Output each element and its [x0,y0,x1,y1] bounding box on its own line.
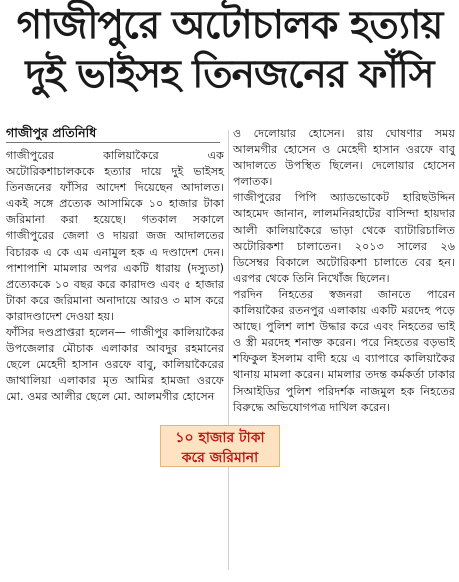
paragraph: গাজীপুরের পিপি অ্যাডভোকেট হারিছউদ্দিন আহমেদ জানান, লালমনিরহাটের বাসিন্দা হায়দার আলী কালিয়াকৈরে ভাড়া থেকে ব্যাটারিচালিত অটোরিকশা চালাতেন। ২০১৩ সালের ২৬ ডিসেম্বর বিকালে অটোরিকশা চালাতে বের হন। এরপর থেকে তিনি নিখোঁজ ছিলেন। [233,191,455,285]
article-column-right [233,126,455,416]
article-column-left [6,148,224,406]
pull-quote-line-2: করে জরিমানা [181,450,259,466]
paragraph: ফাঁসির দণ্ডপ্রাপ্তরা হলেন— গাজীপুর কালিয়াকৈর উপজেলার মৌচাক এলাকার আবদুর রহমানের ছেলে মেহেদী হাসান ওরফে বাবু, কালিয়াকৈরের জাথালিয়া এলাকার মৃত আমির হামজা ওরফে মো. ওমর আলীর ছেলে মো. আলমগীর হোসেন [6,326,224,404]
pull-quote-line-1: ১০ হাজার টাকা [175,430,265,446]
column-divider [228,130,229,570]
paragraph: পরদিন নিহতের স্বজনরা জানতে পারেন কালিয়াকৈর রতনপুর এলাকায় একটি মরদেহ পড়ে আছে। পুলিশ লাশ উদ্ধার করে এবং নিহতের ভাই ও স্ত্রী মরদেহ শনাক্ত করেন। পরে নিহতের বড়ভাই শফিকুল ইসলাম বাদী হয়ে এ ব্যাপারে কালিয়াকৈর থানায় মামলা করেন। মামলার তদন্ত কর্মকর্তা ঢাকার সিআইডির পুলিশ পরিদর্শক নাজমুল হক নিহতের বিরুদ্ধে অভিযোগপত্র দাখিল করেন। [233,287,455,414]
paragraph: গাজীপুরের কালিয়াকৈরে এক অটোরিকশাচালককে হত্যার দায়ে দুই ভাইসহ তিনজনের ফাঁসির আদেশ দিয়েছেন আদালত। একই সঙ্গে প্রত্যেক আসামিকে ১০ হাজার টাকা জরিমানা করা হয়েছে। গতকাল সকালে গাজীপুরের জেলা ও দায়রা জজ আদালতের বিচারক এ কে এম এনামুল হক এ দণ্ডাদেশ দেন। পাশাপাশি মামলার অপর একটি ধারায় (দস্যুতা) প্রত্যেককে ১০ বছর করে কারাদণ্ড এবং ৫ হাজার টাকা করে জরিমানা অনাদায়ে আরও ৩ মাস করে কারাদণ্ডাদেশ দেওয়া হয়। [6,149,224,323]
byline: গাজীপুর প্রতিনিধি [6,124,220,143]
headline-line-1: গাজীপুরে অটোচালক হত্যায় [16,3,443,48]
pull-quote [160,425,280,467]
headline [6,2,453,100]
headline-line-2: দুই ভাইসহ তিনজনের ফাঁসি [25,52,434,97]
paragraph: ও দেলোয়ার হোসেন। রায় ঘোষণার সময় আলমগীর হোসেন ও মেহেদী হাসান ওরফে বাবু আদালতে উপস্থিত ছিলেন। দেলোয়ার হোসেন পলাতক। [233,127,455,189]
